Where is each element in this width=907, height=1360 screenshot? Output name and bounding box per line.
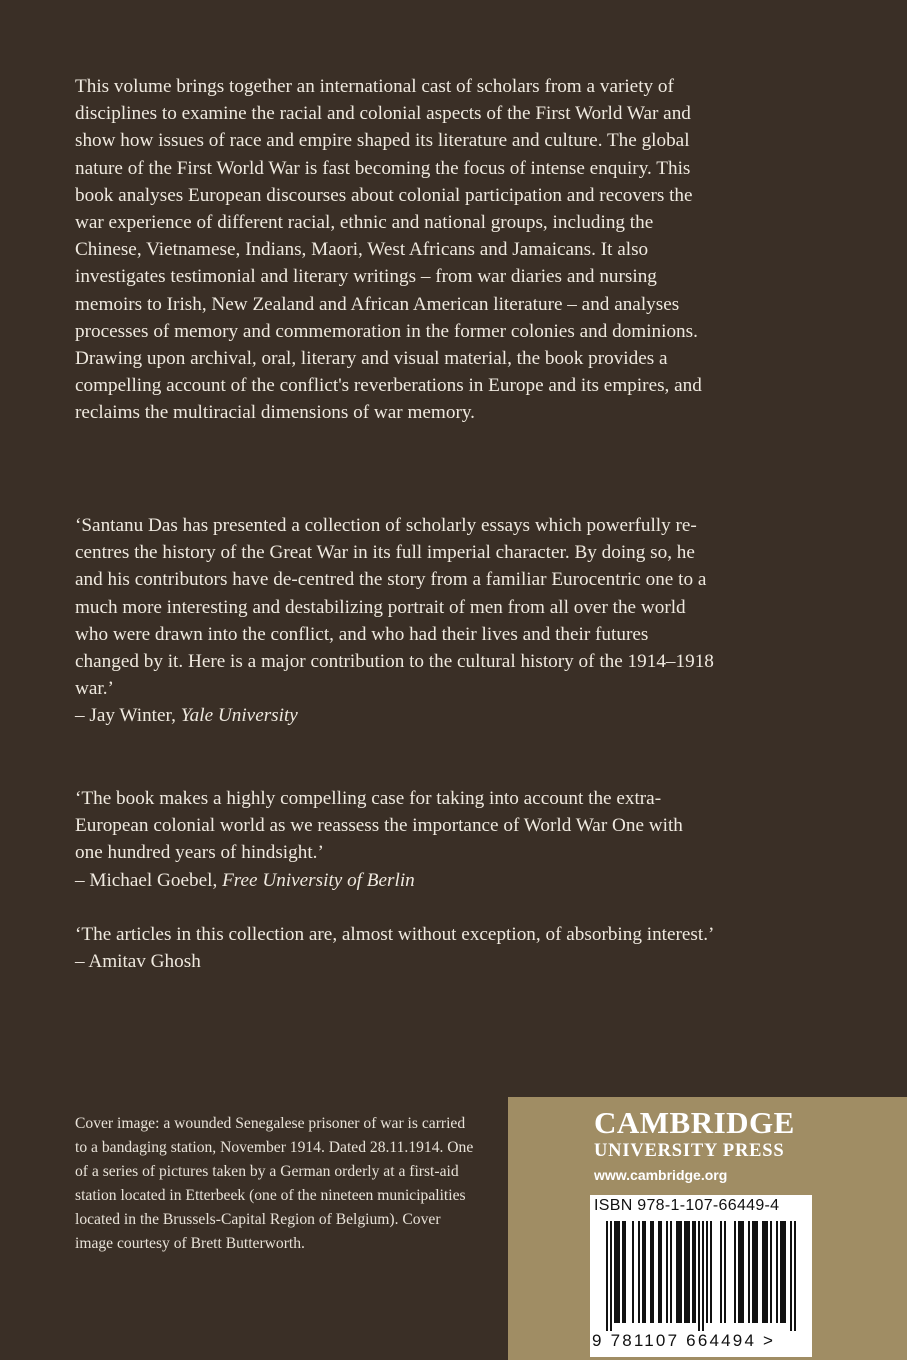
barcode-icon	[598, 1221, 804, 1331]
quote-attribution	[75, 867, 715, 894]
quote-attribution	[75, 948, 715, 975]
barcode-bar	[784, 1221, 786, 1323]
barcode-bar	[688, 1221, 690, 1323]
barcode-bar	[666, 1221, 668, 1323]
barcode-bar	[684, 1221, 686, 1323]
barcode-bar	[764, 1221, 766, 1323]
barcode-bar	[794, 1221, 796, 1331]
quote-author: – Michael Goebel,	[75, 869, 223, 891]
barcode-bar	[776, 1221, 778, 1323]
barcode-bar	[780, 1221, 782, 1323]
caption-text: Cover image: a wounded Senegalese prisoner of war is carried to a bandaging station, November 1914. Dated 28.11.1914. One of a series of pictures taken by a German orderly at a first-aid station located in Etterbeek (one of the nineteen municipalities located in the Brussels-Capital Region of Belgium). Cover image courtesy of Brett Butterworth.	[75, 1115, 474, 1253]
quote-author: – Jay Winter,	[75, 705, 181, 727]
publisher-press: UNIVERSITY PRESS	[594, 1141, 785, 1161]
barcode-bar	[734, 1221, 736, 1323]
barcode-bar	[610, 1221, 612, 1331]
barcode-bar	[748, 1221, 750, 1323]
review-quote-3	[75, 921, 715, 975]
quote-text: ‘Santanu Das has presented a collection of scholarly essays which powerfully re-centres the history of the Great War in its full imperial character. By doing so, he and his contributors have de-centred the story from a familiar Eurocentric one to a much more interesting and destabilizing portrait of men from all over the world who were drawn into the conflict, and who had their lives and their futures changed by it. Here is a major contribution to the cultural history of the 1914–1918 war.’	[75, 515, 714, 700]
barcode-bar	[644, 1221, 646, 1323]
publisher-name: CAMBRIDGE	[594, 1105, 795, 1140]
quote-text: ‘The articles in this collection are, almost without exception, of absorbing interest.’	[75, 924, 715, 945]
barcode-bar	[624, 1221, 626, 1323]
barcode-bar	[694, 1221, 696, 1323]
barcode-bar	[652, 1221, 654, 1323]
quote-author: – Amitav Ghosh	[75, 951, 201, 973]
cover-image-caption	[75, 1112, 475, 1257]
publisher-panel	[508, 1097, 907, 1360]
barcode-bar	[622, 1221, 624, 1323]
barcode-bar	[692, 1221, 694, 1323]
barcode-bar	[742, 1221, 744, 1323]
barcode-bar	[720, 1221, 722, 1323]
barcode-bar	[670, 1221, 672, 1323]
barcode-bar	[676, 1221, 678, 1323]
quote-attribution	[75, 702, 715, 729]
barcode-bar	[756, 1221, 758, 1323]
barcode-bar	[678, 1221, 680, 1323]
barcode-bar	[660, 1221, 662, 1323]
barcode-bar	[606, 1221, 608, 1331]
barcode-bar	[782, 1221, 784, 1323]
barcode-bar	[680, 1221, 682, 1323]
barcode-bar	[724, 1221, 726, 1323]
barcode-bar	[752, 1221, 754, 1323]
barcode-bar	[754, 1221, 756, 1323]
barcode-bar	[790, 1221, 792, 1331]
barcode-bar	[770, 1221, 772, 1323]
barcode-bar	[614, 1221, 616, 1323]
barcode-bar	[686, 1221, 688, 1323]
quote-text: ‘The book makes a highly compelling case for taking into account the extra-European colonial world as we reassess the importance of World War One with one hundred years of hindsight.’	[75, 788, 683, 864]
barcode-bar	[642, 1221, 644, 1323]
barcode-bar	[710, 1221, 712, 1323]
barcode-bar	[740, 1221, 742, 1323]
barcode-bar	[616, 1221, 618, 1323]
review-quote-2	[75, 785, 715, 894]
barcode-digits: 9 781107 664494 >	[592, 1331, 776, 1350]
barcode-bar	[738, 1221, 740, 1323]
review-quote-1	[75, 512, 715, 730]
barcode-bar	[706, 1221, 708, 1323]
barcode-bar	[632, 1221, 634, 1323]
quote-affiliation: Free University of Berlin	[222, 869, 415, 891]
barcode-bar	[658, 1221, 660, 1323]
barcode-bar	[766, 1221, 768, 1323]
quote-affiliation: Yale University	[180, 705, 298, 727]
publisher-url[interactable]: www.cambridge.org	[594, 1167, 728, 1183]
description-paragraph: This volume brings together an international cast of scholars from a variety of disciplines to examine the racial and colonial aspects of the First World War and show how issues of race and empire shaped its literature and culture. The global nature of the First World War is fast becoming the focus of intense enquiry. This book analyses European discourses about colonial participation and recovers the war experience of different racial, ethnic and national groups, including the Chinese, Vietnamese, Indians, Maori, West Africans and Jamaicans. It also investigates testimonial and literary writings – from war diaries and nursing memoirs to Irish, New Zealand and African American literature – and analyses processes of memory and commemoration in the former colonies and dominions. Drawing upon archival, oral, literary and visual material, the book provides a compelling account of the conflict's reverberations in Europe and its empires, and reclaims the multiracial dimensions of war memory.	[75, 76, 702, 424]
barcode-bar	[618, 1221, 620, 1323]
barcode-bar	[702, 1221, 704, 1331]
isbn-label: ISBN 978-1-107-66449-4	[594, 1197, 780, 1214]
barcode-bar	[638, 1221, 640, 1323]
barcode-bar	[762, 1221, 764, 1323]
description-text	[75, 73, 715, 427]
barcode-box	[590, 1195, 812, 1357]
barcode-bar	[698, 1221, 700, 1331]
barcode-bar	[650, 1221, 652, 1323]
